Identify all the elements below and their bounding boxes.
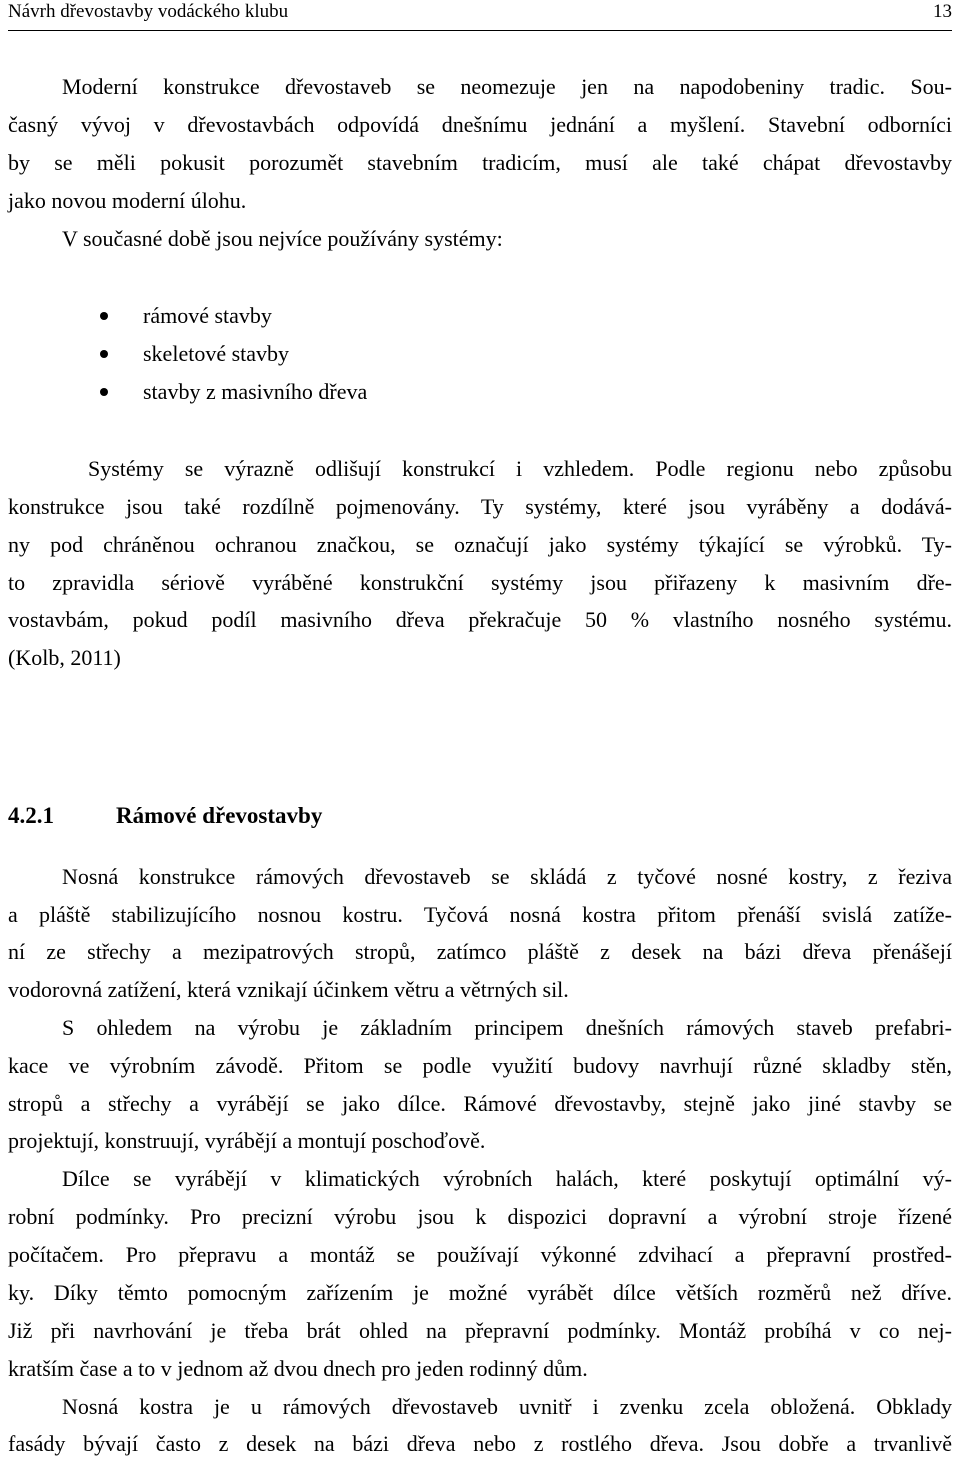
paragraph-line: ky. Díky těmto pomocným zařízením je možné vyrábět dílce větších rozměrů než dříve. bbox=[8, 1280, 952, 1305]
page-number: 13 bbox=[933, 1, 952, 22]
paragraph-line: fasády bývají často z desek na bázi dřeva nebo z rostlého dřeva. Jsou dobře a trvanlivě bbox=[8, 1431, 952, 1456]
paragraph-line: počítačem. Pro přepravu a montáž se používají výkonné zdvihací a přepravní prostřed- bbox=[8, 1242, 952, 1267]
paragraph-line: kace ve výrobním závodě. Přitom se podle využití budovy navrhují různé skladby stěn, bbox=[8, 1053, 952, 1078]
bullet-icon bbox=[100, 312, 108, 320]
paragraph-line: stropů a střechy a vyrábějí se jako dílce. Rámové dřevostavby, stejně jako jiné stavby se bbox=[8, 1091, 952, 1116]
paragraph-line: časný vývoj v dřevostavbách odpovídá dnešnímu jednání a myšlení. Stavební odborníci bbox=[8, 112, 952, 137]
paragraph-line: jako novou moderní úlohu. bbox=[8, 188, 247, 213]
paragraph-line: Dílce se vyrábějí v klimatických výrobních halách, které poskytují optimální vý- bbox=[62, 1166, 952, 1191]
paragraph-line: kratším čase a to v jednom až dvou dnech pro jeden rodinný dům. bbox=[8, 1356, 588, 1381]
list-intro: V současné době jsou nejvíce používány systémy: bbox=[62, 226, 503, 251]
list-item-text: rámové stavby bbox=[143, 303, 272, 328]
paragraph-line: Již při navrhování je třeba brát ohled na přepravní podmínky. Montáž probíhá v co nej- bbox=[8, 1318, 952, 1343]
paragraph-line: Moderní konstrukce dřevostaveb se neomezuje jen na napodobeniny tradic. Sou- bbox=[62, 74, 952, 99]
paragraph-line: projektují, konstruují, vyrábějí a montují poschoďově. bbox=[8, 1128, 486, 1153]
paragraph-line: vostavbám, pokud podíl masivního dřeva překračuje 50 % vlastního nosného systému. bbox=[8, 607, 952, 632]
bullet-icon bbox=[100, 350, 108, 358]
list-item-text: skeletové stavby bbox=[143, 341, 290, 366]
paragraph-line: Systémy se výrazně odlišují konstrukcí i vzhledem. Podle regionu nebo způsobu bbox=[88, 456, 952, 481]
paragraph-line: S ohledem na výrobu je základním principem dnešních rámových staveb prefabri- bbox=[62, 1015, 952, 1040]
list-item-text: stavby z masivního dřeva bbox=[143, 379, 368, 404]
paragraph-line: ny pod chráněnou ochranou značkou, se označují jako systémy týkající se výrobků. Ty- bbox=[8, 532, 952, 557]
paragraph-line: konstrukce jsou také rozdílně pojmenovány. Ty systémy, které jsou vyráběny a dodává- bbox=[8, 494, 952, 519]
section-title: Rámové dřevostavby bbox=[116, 803, 323, 828]
page-header bbox=[8, 0, 952, 31]
paragraph-line: by se měli pokusit porozumět stavebním tradicím, musí ale také chápat dřevostavby bbox=[8, 150, 952, 175]
paragraph-line: Nosná konstrukce rámových dřevostaveb se skládá z tyčové nosné kostry, z řeziva bbox=[62, 864, 952, 889]
paragraph-line: vodorovná zatížení, která vznikají účinkem větru a větrných sil. bbox=[8, 977, 569, 1002]
paragraph-line: to zpravidla sériově vyráběné konstrukční systémy jsou přiřazeny k masivním dře- bbox=[8, 570, 952, 595]
paragraph-line: a pláště stabilizujícího nosnou kostru. Tyčová nosná kostra přitom přenáší svislá zatíže- bbox=[8, 902, 952, 927]
section-number: 4.2.1 bbox=[8, 803, 54, 828]
bullet-icon bbox=[100, 388, 108, 396]
document-title: Návrh dřevostavby vodáckého klubu bbox=[8, 1, 289, 22]
citation: (Kolb, 2011) bbox=[8, 645, 121, 670]
paragraph-line: robní podmínky. Pro precizní výrobu jsou k dispozici dopravní a výrobní stroje řízené bbox=[8, 1204, 952, 1229]
paragraph-line: Nosná kostra je u rámových dřevostaveb uvnitř i zvenku zcela obložená. Obklady bbox=[62, 1394, 952, 1419]
paragraph-line: ní ze střechy a mezipatrových stropů, zatímco pláště z desek na bázi dřeva přenášejí bbox=[8, 939, 952, 964]
